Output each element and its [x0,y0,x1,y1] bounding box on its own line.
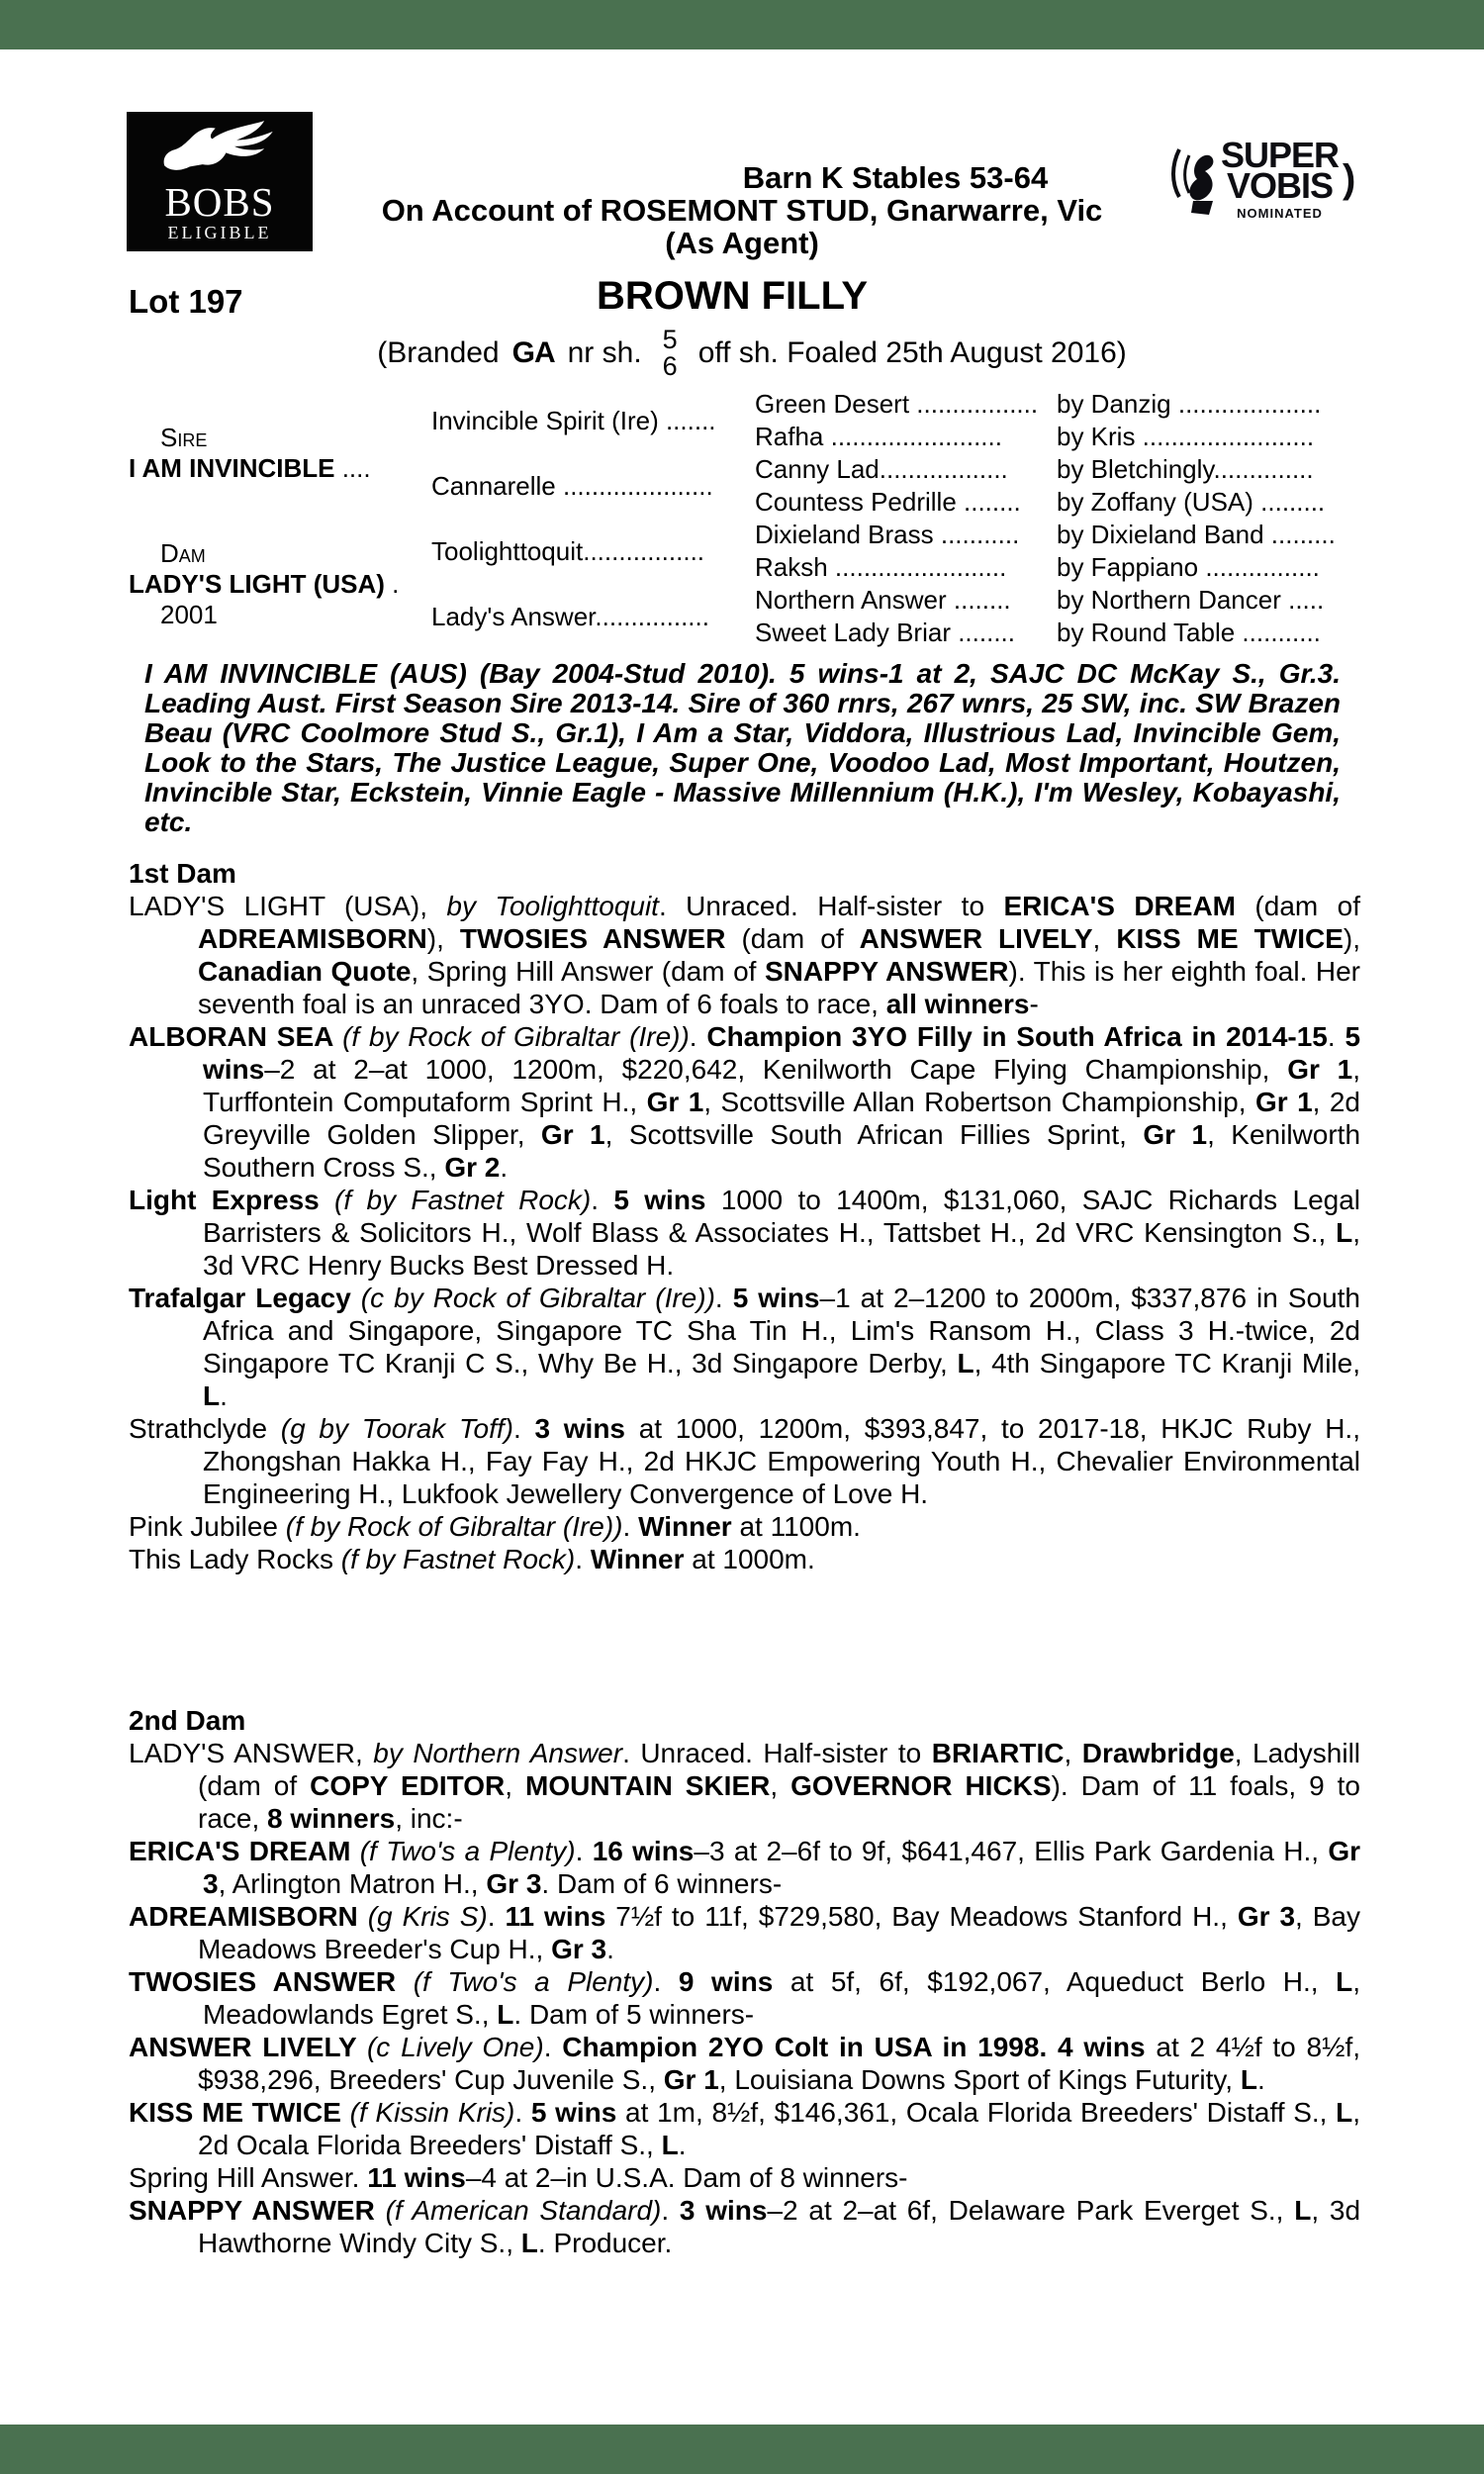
progeny-paragraph: ALBORAN SEA (f by Rock of Gibraltar (Ire)). Champion 3YO Filly in South Africa in 2014-15. 5 wins–2 at 2–at 1000, 1200m, $220,642, Kenilworth Cape Flying Championship, Gr 1, Turffontein Computaform Sprint H., Gr 1, Scottsville Allan Robertson Championship, Gr 1, 2d Greyville Golden Slipper, Gr 1, Scottsville South African Fillies Sprint, Gr 1, Kenilworth Southern Cross S., Gr 2. [129,1021,1361,1183]
grandparent-by: by Fappiano ................ [1057,552,1320,582]
grandparent-name: Canny Lad.................. [755,454,1008,484]
agent-line: (As Agent) [665,226,819,260]
bobs-logo-word: BOBS [164,179,275,225]
grandparent-name: Countess Pedrille ........ [755,487,1021,517]
grandparent-name: Raksh ........................ [755,552,1007,582]
brand-prefix: (Branded [377,336,500,369]
sire-block [129,388,431,519]
vobis-nominated-label: NOMINATED [1237,205,1323,221]
grandparent-by: by Zoffany (USA) ......... [1057,487,1326,517]
first-dam-heading: 1st Dam [129,858,236,889]
grandparent-name: Green Desert ................. [755,389,1039,419]
progeny-paragraph: Trafalgar Legacy (c by Rock of Gibraltar (Ire)). 5 wins–1 at 2–1200 to 2000m, $337,876 in South Africa and Singapore, Singapore TC Sha Tin H., Lim's Ransom H., Class 3 H.-twice, 2d Singapore TC Kranji C S., Why Be H., 3d Singapore Derby, L, 4th Singapore TC Kranji Mile, L. [129,1283,1360,1411]
horse-title: BROWN FILLY [596,274,869,318]
dam-record-paragraph: LADY'S ANSWER, by Northern Answer. Unraced. Half-sister to BRIARTIC, Drawbridge, Ladyshill (dam of COPY EDITOR, MOUNTAIN SKIER, GOVERNOR HICKS). Dam of 11 foals, 9 to race, 8 winners, inc:- [129,1738,1361,1834]
grandparent-by: by Bletchingly.............. [1057,454,1314,484]
bottom-border-bar [0,2425,1484,2474]
pedigree-table [129,388,1365,649]
progeny-paragraph: ERICA'S DREAM (f Two's a Plenty). 16 wins–3 at 2–6f to 9f, $641,467, Ellis Park Gardenia H., Gr 3, Arlington Matron H., Gr 3. Dam of 6 winners- [129,1836,1360,1899]
brand-code: GA [511,336,555,369]
grandparent-by: by Northern Dancer ..... [1057,585,1325,615]
sire-summary: I AM INVINCIBLE (AUS) (Bay 2004-Stud 2010). 5 wins-1 at 2, SAJC DC McKay S., Gr.3. Leading Aust. First Season Sire 2013-14. Sire of 360 rnrs, 267 wnrs, 25 SW, inc. SW Brazen Beau (VRC Coolmore Stud S., Gr.1), I Am a Star, Viddora, Illustrious Lad, Invincible Gem, Look to the Stars, The Justice League, Super One, Voodoo Lad, Most Important, Houtzen, Invincible Star, Eckstein, Vinnie Eagle - Massive Millennium (H.K.), I'm Wesley, Kobayashi, etc. [144,658,1341,837]
second-dam-heading: 2nd Dam [129,1705,246,1736]
grandparent-by: by Round Table ........... [1057,618,1321,647]
account-line: On Account of ROSEMONT STUD, Gnarwarre, Vic [381,193,1103,228]
progeny-paragraph: Pink Jubilee (f by Rock of Gibraltar (Ire)). Winner at 1100m. [129,1511,861,1542]
first-dam-section [129,857,1360,1575]
brand-near-shoulder: nr sh. [567,336,642,369]
grandparent-by: by Dixieland Band ......... [1057,520,1336,549]
vobis-line-vobis: VOBIS [1227,164,1334,206]
sire-name: I AM INVINCIBLE .... [129,453,371,483]
brand-suffix: off sh. Foaled 25th August 2016) [697,336,1127,369]
dam-label: Dam [160,537,206,568]
progeny-paragraph: ANSWER LIVELY (c Lively One). Champion 2YO Colt in USA in 1998. 4 wins at 2 4½f to 8½f, $938,296, Breeders' Cup Juvenile S., Gr 1, Louisiana Downs Sport of Kings Futurity, L. [129,2032,1361,2095]
dam-name: LADY'S LIGHT (USA) . [129,568,400,599]
vobis-arc-mark: ) [1343,157,1356,201]
brand-number-stack [655,327,686,380]
second-dam-section [129,1704,1360,2259]
parent-dam-sire: Toolighttoquit................. [431,535,705,566]
brand-line [0,321,1484,386]
parent-sire-dam: Cannarelle ..................... [431,470,713,501]
super-vobis-logo [1169,132,1355,228]
lot-number: Lot 197 [129,283,243,320]
horse-head-icon [154,112,285,181]
sire-label: Sire [160,423,208,452]
grandparent-name: Rafha ........................ [755,422,1002,451]
grandparent-by: by Kris ........................ [1057,422,1315,451]
progeny-paragraph: SNAPPY ANSWER (f American Standard). 3 wins–2 at 2–at 6f, Delaware Park Everget S., L, 3d Hawthorne Windy City S., L. Producer. [129,2195,1361,2258]
brand-number-top: 5 [662,325,678,354]
grandparent-name: Northern Answer ........ [755,585,1011,615]
top-border-bar [0,0,1484,49]
progeny-paragraph: Spring Hill Answer. 11 wins–4 at 2–in U.S.A. Dam of 8 winners- [129,2162,908,2193]
bobs-logo-subtext: ELIGIBLE [167,223,272,242]
jockey-icon [1169,132,1221,228]
dam-year: 2001 [160,599,218,629]
barn-line: Barn K Stables 53-64 [742,160,1049,195]
dam-block [129,519,431,649]
grandparent-name: Dixieland Brass ........... [755,520,1020,549]
progeny-paragraph: TWOSIES ANSWER (f Two's a Plenty). 9 wins at 5f, 6f, $192,067, Aqueduct Berlo H., L, Meadowlands Egret S., L. Dam of 5 winners- [129,1966,1361,2030]
vobis-text-block [1221,134,1340,221]
progeny-paragraph: Strathclyde (g by Toorak Toff). 3 wins at 1000, 1200m, $393,847, to 2017-18, HKJC Ruby H., Zhongshan Hakka H., Fay Fay H., 2d HKJC Empowering Youth H., Chevalier Environmental Engineering H., Lukfook Jewellery Convergence of Love H. [129,1413,1360,1509]
progeny-paragraph: Light Express (f by Fastnet Rock). 5 wins 1000 to 1400m, $131,060, SAJC Richards Legal Barristers & Solicitors H., Wolf Blass & Associates H., Tattsbet H., 2d VRC Kensington S., L, 3d VRC Henry Bucks Best Dressed H. [129,1185,1360,1281]
grandparent-by: by Danzig .................... [1057,389,1322,419]
brand-number-bottom: 6 [662,351,678,381]
dam-record-paragraph: LADY'S LIGHT (USA), by Toolighttoquit. Unraced. Half-sister to ERICA'S DREAM (dam of ADREAMISBORN), TWOSIES ANSWER (dam of ANSWER LIVELY, KISS ME TWICE), Canadian Quote, Spring Hill Answer (dam of SNAPPY ANSWER). This is her eighth foal. Her seventh foal is an unraced 3YO. Dam of 6 foals to race, all winners- [129,891,1361,1019]
parent-dam-dam: Lady's Answer................ [431,601,709,631]
vobis-line-super: SUPER [1221,134,1340,175]
parent-sire-sire: Invincible Spirit (Ire) ....... [431,405,716,435]
progeny-paragraph: ADREAMISBORN (g Kris S). 11 wins 7½f to 11f, $729,580, Bay Meadows Stanford H., Gr 3, Bay Meadows Breeder's Cup H., Gr 3. [129,1901,1360,1964]
grandparent-name: Sweet Lady Briar ........ [755,618,1015,647]
progeny-paragraph: KISS ME TWICE (f Kissin Kris). 5 wins at 1m, 8½f, $146,361, Ocala Florida Breeders' Distaff S., L, 2d Ocala Florida Breeders' Distaff S., L. [129,2097,1361,2160]
progeny-paragraph: This Lady Rocks (f by Fastnet Rock). Winner at 1000m. [129,1544,815,1574]
